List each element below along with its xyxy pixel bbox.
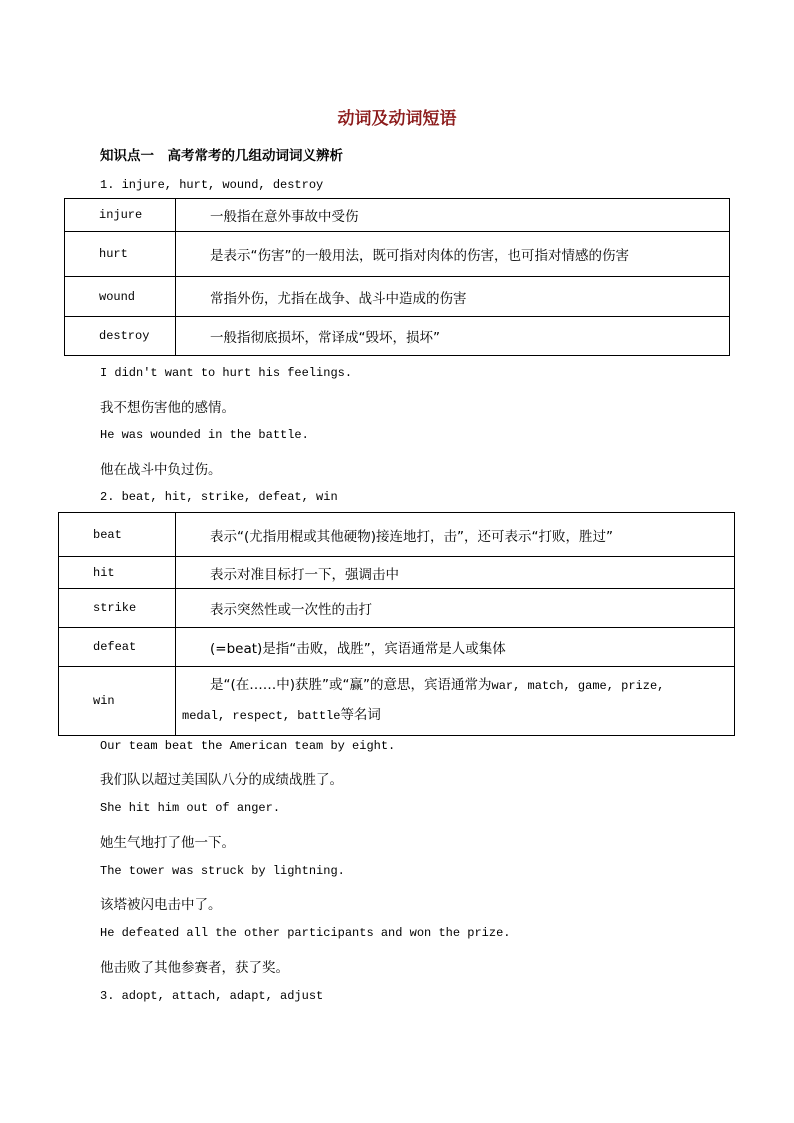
term-cell: destroy bbox=[65, 317, 176, 356]
term-cell: win bbox=[59, 667, 176, 736]
win-def-words-1: war, match, game, prize, bbox=[491, 679, 665, 693]
group1-table bbox=[64, 198, 730, 356]
table-row bbox=[59, 628, 735, 667]
term-cell: defeat bbox=[59, 628, 176, 667]
definition-cell: 是表示“伤害”的一般用法，既可指对肉体的伤害，也可指对情感的伤害 bbox=[176, 232, 730, 277]
group2-label: 2. beat, hit, strike, defeat, win bbox=[100, 490, 338, 504]
example-zh: 她生气地打了他一下。 bbox=[100, 835, 235, 851]
definition-cell: 表示对准目标打一下，强调击中 bbox=[176, 557, 735, 589]
example-zh: 他击败了其他参赛者，获了奖。 bbox=[100, 960, 289, 976]
group2-table bbox=[58, 512, 735, 736]
table-row bbox=[59, 667, 735, 736]
win-def-part-a: 是“(在……中)获胜”或“赢”的意思，宾语通常为 bbox=[210, 677, 492, 693]
table-row bbox=[65, 232, 730, 277]
table-row bbox=[59, 513, 735, 557]
example-en: She hit him out of anger. bbox=[100, 801, 281, 815]
definition-cell: 表示“(尤指用棍或其他硬物)接连地打，击”，还可表示“打败，胜过” bbox=[176, 513, 735, 557]
term-cell: hit bbox=[59, 557, 176, 589]
example-en: He was wounded in the battle. bbox=[100, 428, 309, 442]
example-zh: 该塔被闪电击中了。 bbox=[100, 897, 222, 913]
term-cell: hurt bbox=[65, 232, 176, 277]
term-cell: strike bbox=[59, 589, 176, 628]
section-heading: 知识点一 高考常考的几组动词词义辨析 bbox=[100, 148, 343, 164]
win-def-words-2: medal, respect, battle bbox=[182, 709, 341, 723]
example-en: The tower was struck by lightning. bbox=[100, 864, 345, 878]
group1-label: 1. injure, hurt, wound, destroy bbox=[100, 178, 324, 192]
definition-cell: 表示突然性或一次性的击打 bbox=[176, 589, 735, 628]
definition-cell: (=beat)是指“击败，战胜”，宾语通常是人或集体 bbox=[176, 628, 735, 667]
term-cell: injure bbox=[65, 199, 176, 232]
win-def-part-b: 等名词 bbox=[340, 707, 381, 723]
term-cell: beat bbox=[59, 513, 176, 557]
table-row bbox=[65, 317, 730, 356]
table-row bbox=[65, 199, 730, 232]
definition-cell: 一般指彻底损坏，常译成“毁坏，损坏” bbox=[176, 317, 730, 356]
example-zh: 我们队以超过美国队八分的成绩战胜了。 bbox=[100, 772, 343, 788]
page-title: 动词及动词短语 bbox=[337, 109, 457, 129]
example-zh: 他在战斗中负过伤。 bbox=[100, 462, 222, 478]
table-row bbox=[59, 557, 735, 589]
definition-cell: 常指外伤，尤指在战争、战斗中造成的伤害 bbox=[176, 277, 730, 317]
example-en: Our team beat the American team by eight. bbox=[100, 739, 396, 753]
definition-cell: 一般指在意外事故中受伤 bbox=[176, 199, 730, 232]
example-en: He defeated all the other participants and won the prize. bbox=[100, 926, 511, 940]
group3-label: 3. adopt, attach, adapt, adjust bbox=[100, 989, 324, 1003]
table-row bbox=[65, 277, 730, 317]
definition-cell bbox=[176, 667, 735, 736]
example-en: I didn't want to hurt his feelings. bbox=[100, 366, 353, 380]
table-row bbox=[59, 589, 735, 628]
term-cell: wound bbox=[65, 277, 176, 317]
example-zh: 我不想伤害他的感情。 bbox=[100, 400, 235, 416]
